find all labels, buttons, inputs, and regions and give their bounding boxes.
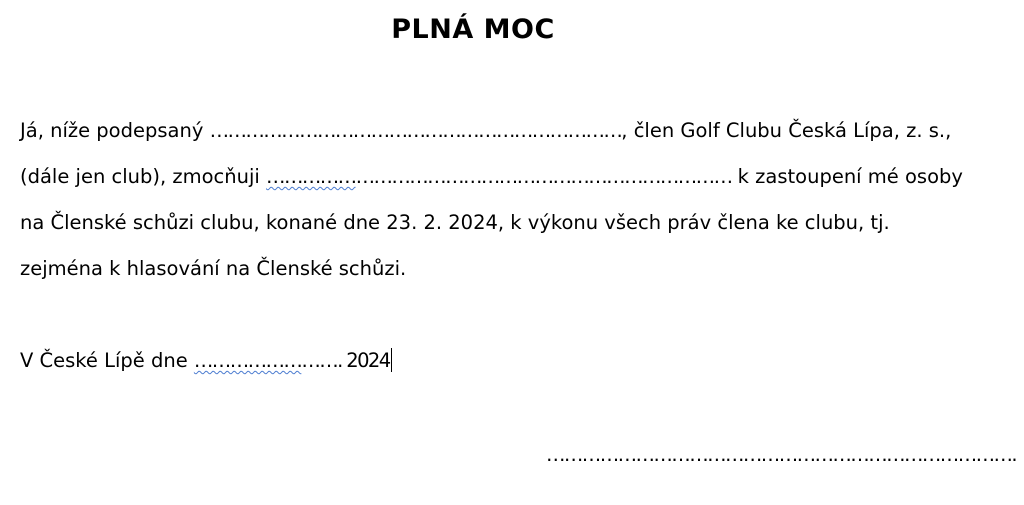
line2-dots-b: ……………………………………………………… — [355, 165, 732, 188]
date-dots-a: ……………… — [193, 349, 302, 372]
text-cursor — [391, 348, 392, 372]
line1-text-before: Já, níže podepsaný — [20, 119, 210, 142]
date-line[interactable] — [20, 348, 392, 374]
paragraph-line-1 — [20, 118, 951, 144]
line1-dots-b: …………… — [531, 119, 622, 142]
line1-text-after: , člen Golf Clubu Česká Lípa, z. s., — [621, 119, 952, 142]
paragraph-line-4: zejména k hlasování na Členské schůzi. — [20, 257, 407, 280]
line2-proxy-blank — [266, 165, 731, 188]
line2-text-before: (dále jen club), zmocňuji — [20, 165, 267, 188]
date-dots-b: ……. 2024 — [301, 349, 390, 372]
signature-line: ……………………………………………………………………. — [546, 443, 1016, 466]
paragraph-line-3: na Členské schůzi clubu, konané dne 23. 2. 2024, k výkonu všech práv člena ke clubu, tj. — [20, 211, 890, 234]
date-blank — [194, 349, 390, 372]
line2-dots-a: …………… — [266, 165, 356, 188]
date-line-text-before: V České Lípě dne — [20, 349, 194, 372]
document-title: PLNÁ MOC — [391, 14, 555, 45]
line1-name-blank — [210, 119, 622, 142]
paragraph-line-2 — [20, 164, 963, 190]
line2-text-after: k zastoupení mé osoby — [731, 165, 963, 188]
line1-dots-a: ……………………………………………… — [209, 119, 532, 142]
